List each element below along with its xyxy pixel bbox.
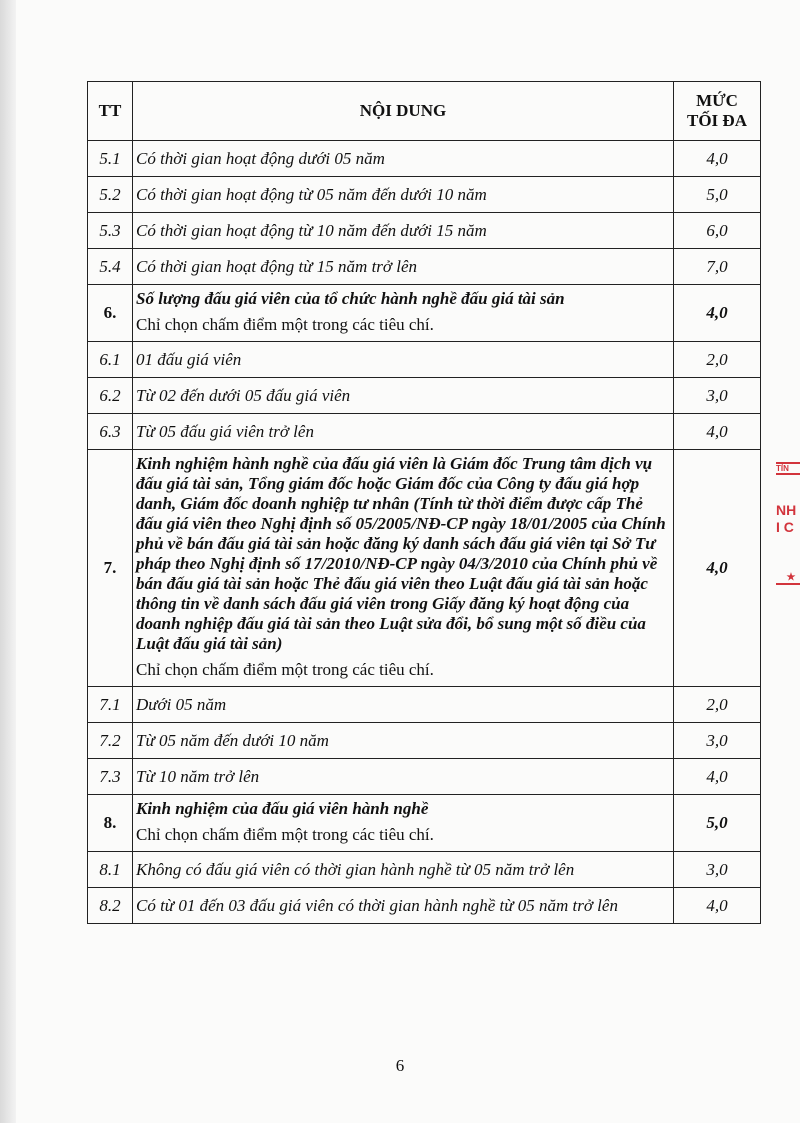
- header-max-line2: TỐI ĐA: [687, 111, 747, 130]
- row-text: 01 đấu giá viên: [136, 349, 242, 369]
- row-content: [133, 852, 674, 888]
- table-row: [88, 759, 761, 795]
- row-max-score: 7,0: [674, 249, 761, 285]
- row-text: Số lượng đấu giá viên của tổ chức hành nghề đấu giá tài sản: [136, 289, 565, 308]
- header-max: [674, 82, 761, 141]
- row-number: 6.1: [88, 342, 133, 378]
- table-row: [88, 342, 761, 378]
- row-note: Chỉ chọn chấm điểm một trong các tiêu chí.: [136, 825, 434, 844]
- stamp-middle: [776, 502, 796, 536]
- row-content: [133, 177, 674, 213]
- row-max-score: 3,0: [674, 852, 761, 888]
- row-max-score: 6,0: [674, 213, 761, 249]
- table-row-criterion: [88, 285, 761, 342]
- row-max-score: 2,0: [674, 687, 761, 723]
- row-text: Từ 10 năm trở lên: [136, 766, 260, 786]
- row-number: 8.1: [88, 852, 133, 888]
- row-text: Dưới 05 năm: [136, 694, 227, 714]
- row-content: [133, 414, 674, 450]
- row-content: [133, 450, 674, 687]
- row-max-score: 4,0: [674, 450, 761, 687]
- stamp-line2: I C: [776, 519, 794, 535]
- row-text: Có thời gian hoạt động từ 05 năm đến dưới 10 năm: [136, 184, 487, 204]
- row-note: Chỉ chọn chấm điểm một trong các tiêu chí.: [136, 660, 434, 679]
- row-text: Không có đấu giá viên có thời gian hành nghề từ 05 năm trở lên: [136, 859, 575, 879]
- row-max-score: 5,0: [674, 795, 761, 852]
- header-max-line1: MỨC: [696, 91, 738, 110]
- table-row-criterion: [88, 450, 761, 687]
- row-number: 7.: [88, 450, 133, 687]
- table-row: [88, 378, 761, 414]
- table-row: [88, 141, 761, 177]
- row-max-score: 4,0: [674, 141, 761, 177]
- table-body: [88, 141, 761, 924]
- row-text: Kinh nghiệm hành nghề của đấu giá viên là Giám đốc Trung tâm dịch vụ đấu giá tài sản, Tổng giám đốc hoặc Giám đốc của Công ty đấu giá hợp danh, Giám đốc doanh nghiệp tư nhân (Tính từ thời điểm được cấp Thẻ đấu giá viên theo Nghị định số 05/2005/NĐ-CP ngày 18/01/2005 của Chính phủ về bán đấu giá tài sản hoặc đăng ký danh sách đấu giá viên tại Sở Tư pháp theo Nghị định số 17/2010/NĐ-CP ngày 04/3/2010 của Chính phủ về bán đấu giá tài sản hoặc Thẻ đấu giá viên theo Luật đấu giá tài sản hoặc thông tin về danh sách đấu giá viên trong Giấy đăng ký hoạt động của doanh nghiệp đấu giá tài sản theo Luật sửa đổi, bổ sung một số điều của Luật đấu giá tài sản): [136, 454, 666, 653]
- table-row: [88, 852, 761, 888]
- row-number: 7.2: [88, 723, 133, 759]
- row-number: 5.1: [88, 141, 133, 177]
- row-number: 8.2: [88, 888, 133, 924]
- row-max-score: 3,0: [674, 378, 761, 414]
- row-number: 5.3: [88, 213, 133, 249]
- row-text: Kinh nghiệm của đấu giá viên hành nghề: [136, 799, 429, 818]
- row-content: [133, 213, 674, 249]
- stamp-line1: NH: [776, 502, 797, 518]
- page-number: 6: [395, 1056, 405, 1075]
- scoring-table: [87, 81, 761, 924]
- table-row: [88, 177, 761, 213]
- row-content: [133, 687, 674, 723]
- table-row: [88, 888, 761, 924]
- row-text: Từ 05 đấu giá viên trở lên: [136, 421, 314, 441]
- row-max-score: 4,0: [674, 759, 761, 795]
- row-content: [133, 759, 674, 795]
- stamp-top-text: TỈN: [776, 462, 800, 475]
- row-content: [133, 795, 674, 852]
- row-content: [133, 888, 674, 924]
- row-number: 6.: [88, 285, 133, 342]
- row-content: [133, 141, 674, 177]
- table-row: [88, 213, 761, 249]
- header-content: NỘI DUNG: [133, 82, 674, 141]
- stamp-star-icon: ★: [776, 572, 800, 585]
- row-content: [133, 285, 674, 342]
- row-number: 5.4: [88, 249, 133, 285]
- header-tt: TT: [88, 82, 133, 141]
- table-header-row: [88, 82, 761, 141]
- row-max-score: 3,0: [674, 723, 761, 759]
- row-number: 6.2: [88, 378, 133, 414]
- table-row-criterion: [88, 795, 761, 852]
- row-text: Có thời gian hoạt động từ 15 năm trở lên: [136, 256, 418, 276]
- row-number: 6.3: [88, 414, 133, 450]
- row-number: 7.3: [88, 759, 133, 795]
- table-row: [88, 723, 761, 759]
- row-max-score: 4,0: [674, 414, 761, 450]
- row-content: [133, 249, 674, 285]
- table-row: [88, 414, 761, 450]
- row-max-score: 4,0: [674, 285, 761, 342]
- row-text: Có thời gian hoạt động dưới 05 năm: [136, 148, 385, 168]
- row-number: 8.: [88, 795, 133, 852]
- table-row: [88, 249, 761, 285]
- row-number: 5.2: [88, 177, 133, 213]
- row-content: [133, 723, 674, 759]
- row-content: [133, 342, 674, 378]
- row-max-score: 4,0: [674, 888, 761, 924]
- row-number: 7.1: [88, 687, 133, 723]
- row-text: Từ 05 năm đến dưới 10 năm: [136, 730, 329, 750]
- row-note: Chỉ chọn chấm điểm một trong các tiêu chí.: [136, 315, 434, 334]
- row-max-score: 2,0: [674, 342, 761, 378]
- row-content: [133, 378, 674, 414]
- scan-edge: [0, 0, 16, 1123]
- row-max-score: 5,0: [674, 177, 761, 213]
- row-text: Từ 02 đến dưới 05 đấu giá viên: [136, 385, 351, 405]
- row-text: Có thời gian hoạt động từ 10 năm đến dưới 15 năm: [136, 220, 487, 240]
- table-row: [88, 687, 761, 723]
- row-text: Có từ 01 đến 03 đấu giá viên có thời gian hành nghề từ 05 năm trở lên: [136, 895, 618, 915]
